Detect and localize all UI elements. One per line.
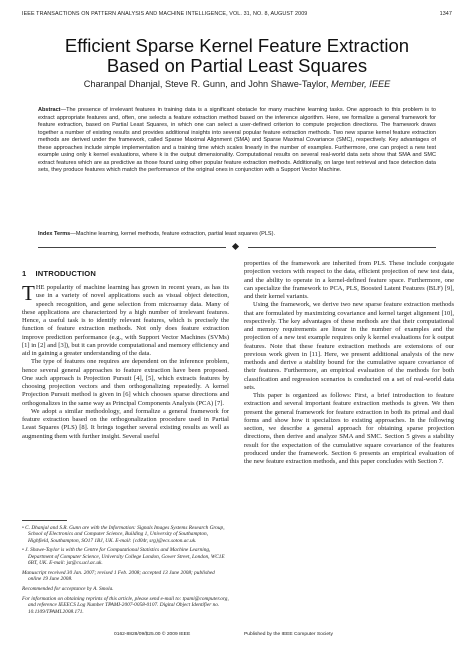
section-separator [38,243,436,251]
abstract [38,107,436,175]
right-column [244,260,454,466]
paragraph: properties of the framework are inherited from PLS. These include conjugate projection vectors with respect to the data, efficient projection of new test data, and the ability to operate in a kernel-defined feature space. Furthermore, one can specialize the framework to PCA, PLS, Boosted Latent Features (BLF) [9], and their kernel variants. [244,260,454,300]
paragraph: This paper is organized as follows: First, a brief introduction to feature extraction and several important feature extraction methods is given. We then present the general framework for feature extraction in both its primal and dual forms and show how it specializes to existing approaches. In the following section, we describe a general approach for obtaining sparse projection directions, then derive and analyze SMA and SMC. Section 5 gives a stability result for the expectation of the cumulative square covariance of the features produced under the framework. Section 6 presents an empirical evaluation of the new feature extraction methods, and this paper concludes with Section 7. [244,392,454,465]
paper-title-line-1: Efficient Sparse Kernel Feature Extraction [64,35,410,56]
paragraph: The type of features one requires are dependent on the inference problem, hence several general approaches to feature extraction have been proposed. One such approach is Projection Pursuit [4], [5], which extracts features by choosing projection vectors and then orthogonalizing repeatedly. A kernel Projection Pursuit method is given in [6] which chooses sparse directions and orthogonalizes in the same way as Principal Components Analysis (PCA) [7]. [22,358,229,407]
drop-cap: T [22,281,35,305]
section-title: INTRODUCTION [35,269,97,278]
separator-diamond [232,243,239,250]
abstract-text: —The presence of irrelevant features in training data is a significant obstacle for many machine learning tasks. One approach to this problem is to extract appropriate features and, often, one selects a feature extraction method based on the inference algorithm. Here, we formalize a general framework for feature extraction, based on Partial Least Squares, in which one can select a user-defined criterion to compute projection directions. The framework draws together a number of existing results and provides additional insights into several popular feature extraction methods. Two new sparse kernel feature extraction methods are derived under the framework, called Sparse Maximal Alignment (SMA) and Sparse Maximal Covariance (SMC), respectively. Key advantages of these approaches include simple implementation and a training time which scales linearly in the number of examples. Furthermore, one can project a new test example using only k kernel evaluations, where k is the output dimensionality. Computational results on several real-world data sets show that SMA and SMC extract features which are as predictive as those found using other popular feature extraction methods. Additionally, on large text retrieval and face detection data sets, they produce features which match the performance of the original ones in conjunction with a Support Vector Machine. [38,107,436,173]
footnotes [22,520,229,618]
section-number: 1 [22,269,27,278]
running-head-journal: IEEE TRANSACTIONS ON PATTERN ANALYSIS AND MACHINE INTELLIGENCE, VOL. 31, NO. 8, AUGUST 2009 [22,11,308,17]
footnote-manuscript-dates: Manuscript received 30 Jan. 2007; revised 1 Feb. 2008; accepted 13 June 2008; published online 19 June 2008. [22,569,215,583]
index-terms-text: —Machine learning, kernel methods, feature extraction, partial least squares (PLS). [70,231,275,237]
author-line [22,79,452,89]
section-heading [22,269,96,278]
abstract-label: Abstract [38,107,61,113]
footnote-rule [22,520,67,521]
footer-publisher: Published by the IEEE Computer Society [244,632,333,637]
paragraph: We adopt a similar methodology, and formalize a general framework for feature extraction based on the orthogonalization procedure used in Partial Least Squares (PLS) [8]. It brings together several existing results as well as augmenting them with further insight. Several useful [22,407,229,440]
footnote-recommended: Recommended for acceptance by A. Smola. [22,585,114,592]
index-terms [38,231,436,237]
paper-title-line-2: Based on Partial Least Squares [106,55,368,76]
paragraph: Using the framework, we derive two new sparse feature extraction methods that are formulated by maximizing covariance and kernel target alignment [10], respectively. The key advantages of these methods are that their computational and memory requirements are linear in the number of examples and the projection of a new test example requires only k kernel evaluations for k output features. Note that these feature extraction methods are extensions of our previous work given in [11]. Here, we present additional analysis of the new methods and derive a stability bound for the cumulative square covariance of their features. Furthermore, an empirical evaluation of the methods for both classification and regression scenarios is conducted on a set of real-world data sets. [244,301,454,391]
paragraph-text: HE popularity of machine learning has grown in recent years, as has its use in a variety of novel applications such as visual object detection, speech recognition, and gene selection from microarray data. Many of these applications are characterized by a high number of irrelevant features. Hence, a useful task is to identify relevant features, which is precisely the function of feature extraction methods. Not only does feature extraction improve prediction performance (e.g., with Support Vector Machines (SVMs) [1] in [2] and [3]), but it can provide computational and memory efficiency and aid in gaining a greater understanding of the data. [22,284,229,357]
paragraph [22,281,229,358]
footnote-reprints: For information on obtaining reprints of this article, please send e-mail to: tpami@computer.org, and reference IEEECS Log Number TPAMI-2007-0058-0107. Digital Object Identifier no. 10.1109/TPAMI.2008.171. [22,595,229,615]
author-names: Charanpal Dhanjal, Steve R. Gunn, and John Shawe-Taylor, [83,79,331,89]
running-head [22,11,452,17]
left-column [22,281,229,441]
separator-line-right [248,247,436,248]
paper-title [22,36,452,76]
index-terms-label: Index Terms [38,231,71,237]
footnote-affiliation-1: • C. Dhanjal and S.R. Gunn are with the Information: Signals Images Systems Research Group, School of Electronics and Computer Science, Building 1, University of Southampton, Highfield, Southampton, SO17 1BJ, UK. E-mail: {cd04r, srg}@ecs.soton.ac.uk. [22,524,225,544]
footer-copyright: 0162-8828/09/$25.00 © 2009 IEEE [114,632,191,637]
page-number: 1347 [439,11,452,17]
footnote-affiliation-2: • J. Shawe-Taylor is with the Centre for Computational Statistics and Machine Learning, Department of Computer Science, University College London, Gower Street, London, WC1E 6BT, UK. E-mail: jst@cs.ucl.ac.uk. [22,547,225,567]
separator-line-left [38,247,226,248]
author-membership: Member, IEEE [330,79,391,89]
